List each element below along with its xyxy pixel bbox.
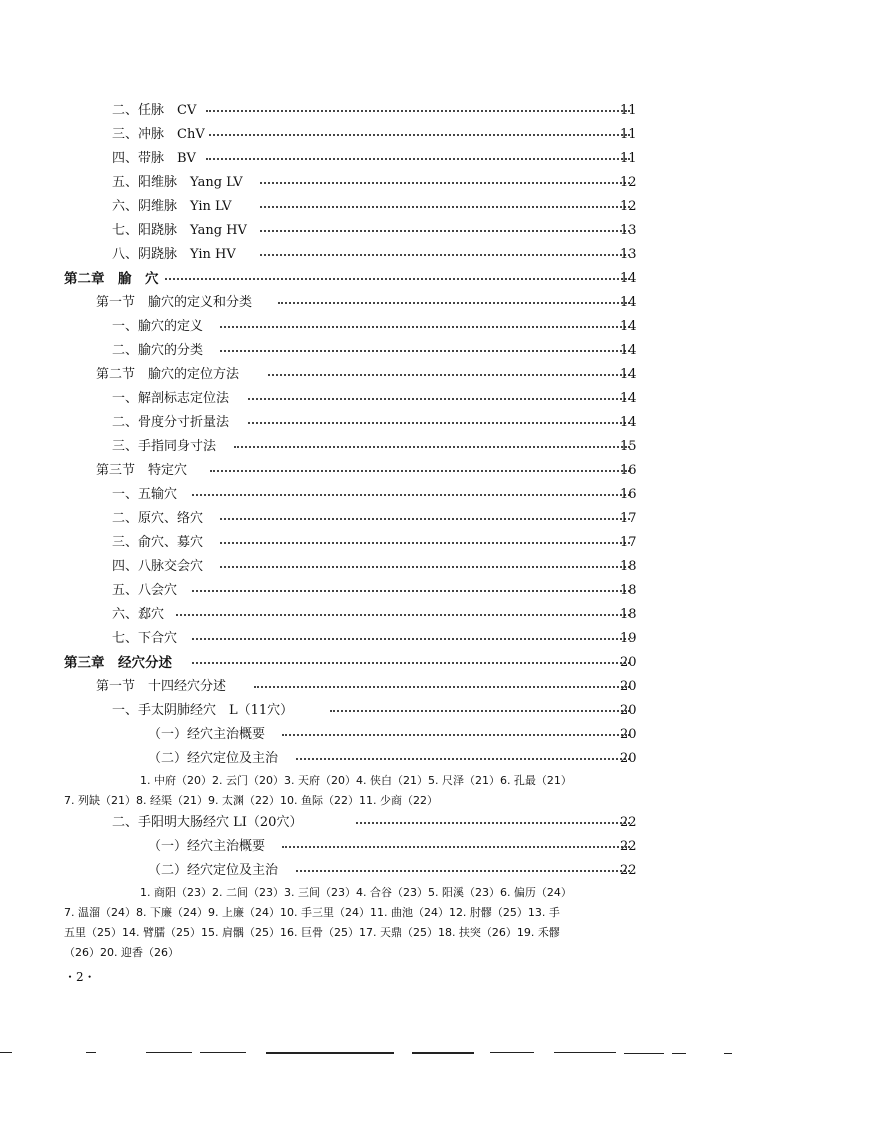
leader-dots <box>296 870 630 872</box>
leader-dots <box>210 470 630 472</box>
toc-entry-label: 一、解剖标志定位法 <box>112 388 233 410</box>
toc-entry-label: 五、八会穴 <box>112 580 181 602</box>
toc-entry[interactable] <box>0 812 895 834</box>
leader-dots <box>206 158 630 160</box>
toc-entry-label: 二、原穴、络穴 <box>112 508 207 530</box>
toc-entry-page: 14 <box>620 295 637 310</box>
leader-dots <box>220 326 630 328</box>
leader-dots <box>248 398 630 400</box>
toc-entry-label: 六、阴维脉 Yin LV <box>112 196 236 218</box>
scan-artifact-line <box>86 1052 96 1053</box>
leader-dots <box>192 494 630 496</box>
toc-section-label: 第一节 腧穴的定义和分类 <box>96 292 256 314</box>
toc-entry[interactable] <box>0 124 895 146</box>
toc-entry-page: 20 <box>620 655 637 670</box>
leader-dots <box>206 110 630 112</box>
toc-entry[interactable] <box>0 604 895 626</box>
leader-dots <box>296 758 630 760</box>
toc-entry[interactable] <box>0 172 895 194</box>
leader-dots <box>192 662 630 664</box>
toc-entry-page: 20 <box>620 727 637 742</box>
toc-entry-page: 22 <box>620 815 637 830</box>
toc-entry-label: 一、腧穴的定义 <box>112 316 207 338</box>
toc-entry-label: 八、阴跷脉 Yin HV <box>112 244 240 266</box>
toc-entry-label: （二）经穴定位及主治 <box>148 860 282 882</box>
leader-dots <box>220 518 630 520</box>
leader-dots <box>220 350 630 352</box>
toc-entry[interactable] <box>0 388 895 410</box>
acupoint-list-line: 五里（25）14. 臂臑（25）15. 肩髃（25）16. 巨骨（25）17. 天鼎（25）18. 扶突（26）19. 禾髎 <box>64 926 560 939</box>
toc-entry-page: 11 <box>620 151 637 166</box>
toc-entry[interactable] <box>0 220 895 242</box>
toc-entry-page: 20 <box>620 751 637 766</box>
toc-entry-page: 13 <box>620 223 637 238</box>
leader-dots <box>234 446 630 448</box>
scan-artifact-line <box>412 1052 474 1054</box>
acupoint-list-line: 7. 温溜（24）8. 下廉（24）9. 上廉（24）10. 手三里（24）11. 曲池（24）12. 肘髎（25）13. 手 <box>64 906 560 919</box>
toc-entry[interactable] <box>0 700 895 722</box>
scan-artifact-line <box>266 1052 394 1054</box>
leader-dots <box>260 230 630 232</box>
acupoint-list-line: （26）20. 迎香（26） <box>64 946 179 959</box>
toc-entry-page: 14 <box>620 391 637 406</box>
toc-chapter[interactable] <box>0 268 895 290</box>
toc-entry-page: 18 <box>620 559 637 574</box>
leader-dots <box>260 254 630 256</box>
acupoint-list-line: 1. 中府（20）2. 云门（20）3. 天府（20）4. 侠白（21）5. 尺泽（21）6. 孔最（21） <box>140 774 572 787</box>
leader-dots <box>192 638 630 640</box>
toc-entry[interactable] <box>0 484 895 506</box>
toc-entry[interactable] <box>0 508 895 530</box>
toc-entry-page: 17 <box>620 511 637 526</box>
toc-entry-page: 19 <box>620 631 637 646</box>
toc-entry-label: 二、手阳明大肠经穴 LI（20穴） <box>112 812 306 834</box>
toc-entry[interactable] <box>0 532 895 554</box>
toc-entry[interactable] <box>0 340 895 362</box>
leader-dots <box>220 566 630 568</box>
toc-entry[interactable] <box>0 628 895 650</box>
leader-dots <box>150 278 630 280</box>
toc-entry-page: 14 <box>620 319 637 334</box>
toc-entry-label: 三、手指同身寸法 <box>112 436 220 458</box>
scan-artifact-line <box>0 1052 12 1053</box>
toc-section-label: 第一节 十四经穴分述 <box>96 676 230 698</box>
acupoint-list-line: 7. 列缺（21）8. 经渠（21）9. 太渊（22）10. 鱼际（22）11. 少商（22） <box>64 794 438 807</box>
toc-entry-page: 22 <box>620 863 637 878</box>
toc-entry-page: 20 <box>620 679 637 694</box>
toc-section[interactable] <box>0 460 895 482</box>
toc-entry-label: （一）经穴主治概要 <box>148 836 269 858</box>
leader-dots <box>176 614 630 616</box>
leader-dots <box>278 302 630 304</box>
toc-entry-label: 二、腧穴的分类 <box>112 340 207 362</box>
toc-entry-label: 六、郄穴 <box>112 604 168 626</box>
toc-entry[interactable] <box>0 724 895 746</box>
toc-entry-page: 11 <box>620 103 637 118</box>
toc-entry-label: 一、手太阴肺经穴 L（11穴） <box>112 700 297 722</box>
toc-entry-page: 14 <box>620 415 637 430</box>
toc-section[interactable] <box>0 676 895 698</box>
toc-chapter-label: 第三章 经穴分述 <box>64 652 176 674</box>
toc-entry-label: 一、五输穴 <box>112 484 181 506</box>
toc-section[interactable] <box>0 364 895 386</box>
toc-entry-page: 17 <box>620 535 637 550</box>
toc-entry-page: 14 <box>620 343 637 358</box>
toc-entry-page: 14 <box>620 367 637 382</box>
leader-dots <box>282 846 630 848</box>
leader-dots <box>356 822 630 824</box>
toc-entry-page: 16 <box>620 463 637 478</box>
scan-artifact-line <box>146 1052 192 1053</box>
toc-entry-label: 三、俞穴、募穴 <box>112 532 207 554</box>
toc-entry-page: 12 <box>620 175 637 190</box>
toc-entry-label: 三、冲脉 ChV <box>112 124 209 146</box>
toc-entry[interactable] <box>0 580 895 602</box>
toc-entry[interactable] <box>0 244 895 266</box>
leader-dots <box>330 710 630 712</box>
leader-dots <box>260 206 630 208</box>
toc-entry-label: 四、八脉交会穴 <box>112 556 207 578</box>
scan-artifact-line <box>672 1053 686 1054</box>
toc-entry[interactable] <box>0 860 895 882</box>
scan-artifact-line <box>624 1053 664 1054</box>
toc-entry-page: 20 <box>620 703 637 718</box>
leader-dots <box>254 686 630 688</box>
toc-chapter-label: 第二章 腧 穴 <box>64 268 163 290</box>
toc-entry[interactable] <box>0 436 895 458</box>
toc-entry[interactable] <box>0 196 895 218</box>
acupoint-list-line: 1. 商阳（23）2. 二间（23）3. 三间（23）4. 合谷（23）5. 阳溪（23）6. 偏历（24） <box>140 886 572 899</box>
leader-dots <box>282 734 630 736</box>
toc-entry-label: 二、任脉 CV <box>112 100 200 122</box>
toc-section-label: 第三节 特定穴 <box>96 460 191 482</box>
scan-artifact-line <box>490 1052 534 1053</box>
toc-entry-page: 15 <box>620 439 637 454</box>
toc-chapter[interactable] <box>0 652 895 674</box>
toc-entry-page: 13 <box>620 247 637 262</box>
leader-dots <box>206 134 630 136</box>
leader-dots <box>220 542 630 544</box>
toc-entry[interactable] <box>0 148 895 170</box>
toc-entry-label: 四、带脉 BV <box>112 148 200 170</box>
toc-entry-page: 12 <box>620 199 637 214</box>
toc-section[interactable] <box>0 292 895 314</box>
toc-entry-label: 五、阳维脉 Yang LV <box>112 172 247 194</box>
scan-artifact-line <box>724 1053 732 1054</box>
toc-entry-label: （二）经穴定位及主治 <box>148 748 282 770</box>
toc-entry-page: 18 <box>620 583 637 598</box>
scan-artifact-line <box>554 1052 616 1053</box>
toc-entry[interactable] <box>0 100 895 122</box>
toc-entry[interactable] <box>0 316 895 338</box>
toc-entry-page: 18 <box>620 607 637 622</box>
toc-entry-page: 22 <box>620 839 637 854</box>
toc-entry-page: 14 <box>620 271 637 286</box>
leader-dots <box>260 182 630 184</box>
toc-entry[interactable] <box>0 556 895 578</box>
leader-dots <box>248 422 630 424</box>
toc-entry[interactable] <box>0 836 895 858</box>
toc-entry-label: 七、下合穴 <box>112 628 181 650</box>
toc-entry[interactable] <box>0 412 895 434</box>
toc-entry-page: 11 <box>620 127 637 142</box>
leader-dots <box>192 590 630 592</box>
toc-entry-label: 七、阳跷脉 Yang HV <box>112 220 251 242</box>
toc-entry[interactable] <box>0 748 895 770</box>
scan-artifact-line <box>200 1052 246 1053</box>
toc-entry-label: 二、骨度分寸折量法 <box>112 412 233 434</box>
page-number: ・2・ <box>64 970 96 984</box>
toc-section-label: 第二节 腧穴的定位方法 <box>96 364 243 386</box>
toc-entry-page: 16 <box>620 487 637 502</box>
leader-dots <box>268 374 630 376</box>
toc-entry-label: （一）经穴主治概要 <box>148 724 269 746</box>
